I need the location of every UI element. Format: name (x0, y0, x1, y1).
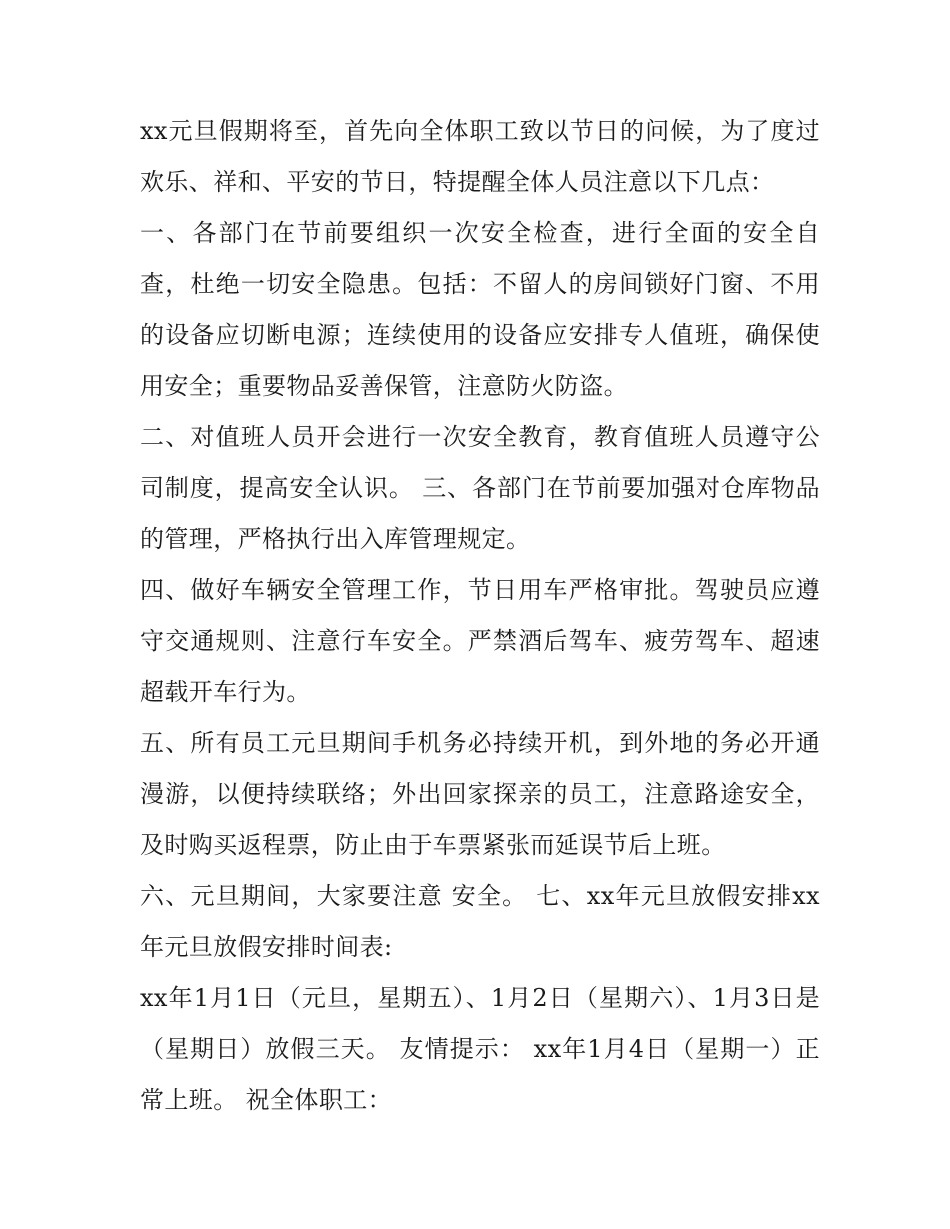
paragraph-item-5: 五、所有员工元旦期间手机务必持续开机，到外地的务必开通漫游，以便持续联络；外出回家探亲的员工，注意路途安全，及时购买返程票，防止由于车票紧张而延误节后上班。 (140, 729, 820, 859)
paragraph-intro: xx元旦假期将至，首先向全体职工致以节日的问候，为了度过欢乐、祥和、平安的节日，特提醒全体人员注意以下几点： (140, 117, 820, 196)
paragraph-item-2-3: 二、对值班人员开会进行一次安全教育，教育值班人员遵守公司制度，提高安全认识。 三、各部门在节前要加强对仓库物品的管理，严格执行出入库管理规定。 (140, 423, 820, 553)
paragraph-item-6-7: 六、元旦期间，大家要注意 安全。 七、xx年元旦放假安排xx年元旦放假安排时间表: (140, 882, 820, 961)
paragraph-schedule: xx年1月1日（元旦，星期五）、1月2日（星期六）、1月3日是（星期日）放假三天。 友情提示： xx年1月4日（星期一）正常上班。 祝全体职工： (140, 984, 820, 1114)
paragraph-item-1: 一、各部门在节前要组织一次安全检查，进行全面的安全自查，杜绝一切安全隐患。包括：不留人的房间锁好门窗、不用的设备应切断电源；连续使用的设备应安排专人值班，确保使用安全；重要物品妥善保管，注意防火防盗。 (140, 219, 820, 400)
paragraph-item-4: 四、做好车辆安全管理工作，节日用车严格审批。驾驶员应遵守交通规则、注意行车安全。严禁酒后驾车、疲劳驾车、超速超载开车行为。 (140, 576, 820, 706)
document-body (140, 106, 820, 1126)
